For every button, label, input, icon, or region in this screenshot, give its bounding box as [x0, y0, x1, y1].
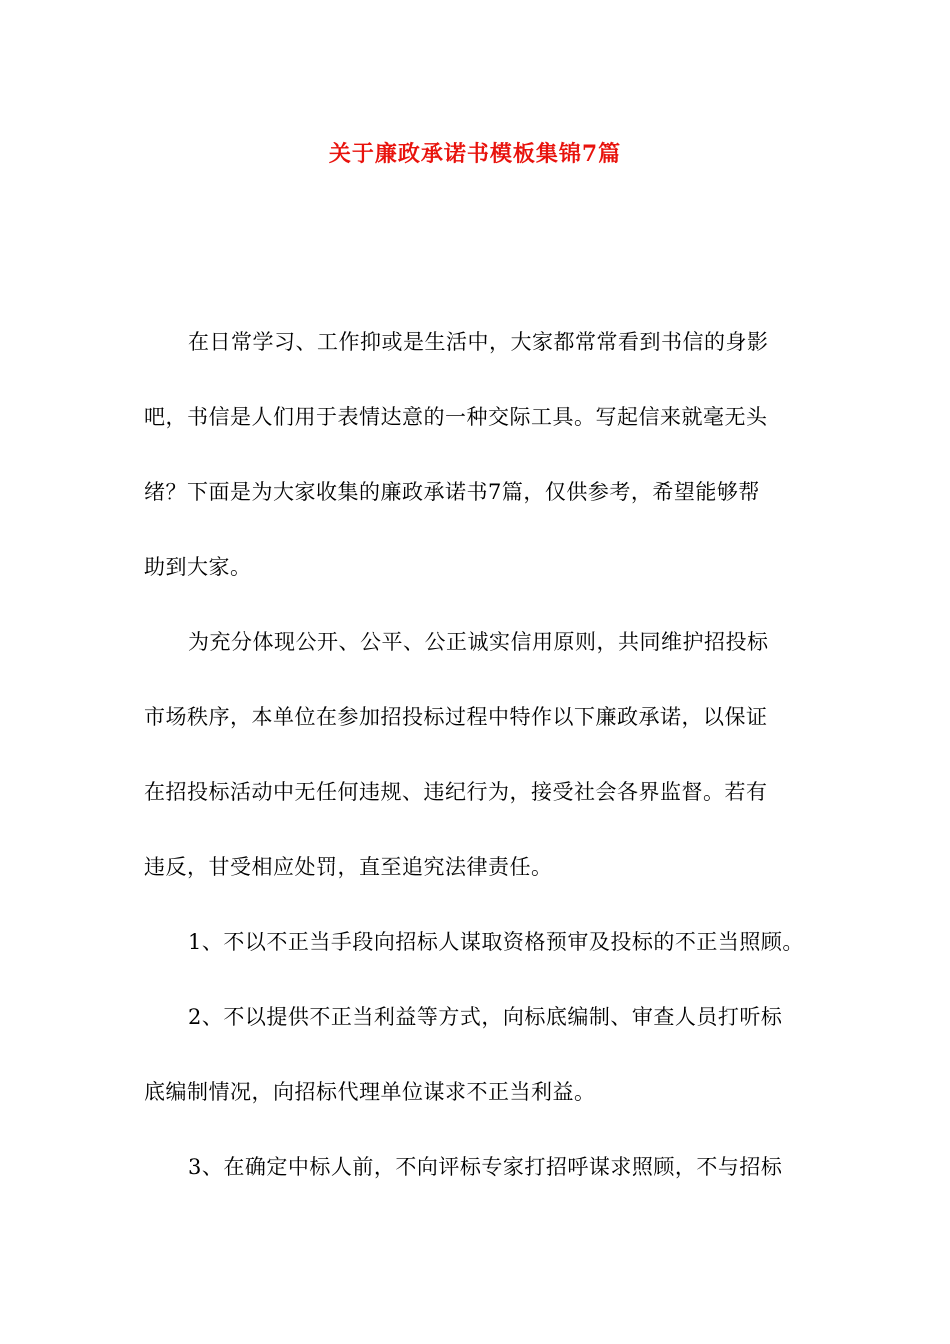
text-line: 1、不以不正当手段向招标人谋取资格预审及投标的不正当照顾。 [188, 930, 804, 954]
text-line: 助到大家。 [144, 555, 252, 579]
text-line: 3、在确定中标人前，不向评标专家打招呼谋求照顾，不与招标 [188, 1155, 783, 1179]
text-line: 为充分体现公开、公平、公正诚实信用原则，共同维护招投标 [188, 630, 769, 654]
text-line: 底编制情况，向招标代理单位谋求不正当利益。 [144, 1080, 596, 1104]
text-line: 违反，甘受相应处罚，直至追究法律责任。 [144, 855, 553, 879]
text-line: 绪？下面是为大家收集的廉政承诺书7篇，仅供参考，希望能够帮 [144, 480, 760, 504]
text-line: 在招投标活动中无任何违规、违纪行为，接受社会各界监督。若有 [144, 780, 768, 804]
text-line: 2、不以提供不正当利益等方式，向标底编制、审查人员打听标 [188, 1005, 783, 1029]
text-line: 吧，书信是人们用于表情达意的一种交际工具。写起信来就毫无头 [144, 405, 768, 429]
document-title: 关于廉政承诺书模板集锦7篇 [328, 141, 622, 167]
document-body [144, 322, 810, 1222]
text-line: 市场秩序，本单位在参加招投标过程中特作以下廉政承诺，以保证 [144, 705, 768, 729]
text-line: 在日常学习、工作抑或是生活中，大家都常常看到书信的身影 [188, 330, 769, 354]
